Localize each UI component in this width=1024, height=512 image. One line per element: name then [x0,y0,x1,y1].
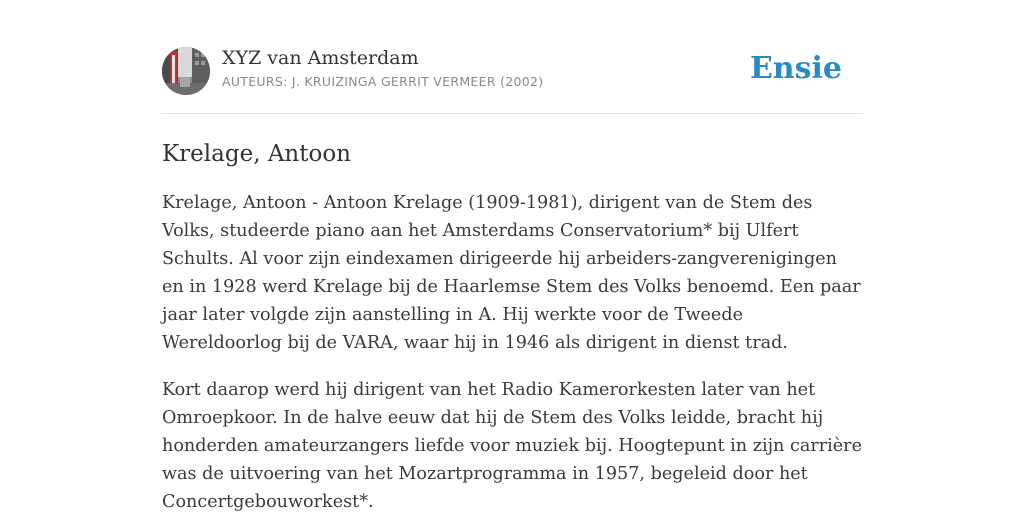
street-photo-icon [162,47,210,95]
source-title[interactable]: XYZ van Amsterdam [222,47,419,69]
article-title: Krelage, Antoon [162,141,351,167]
content-column [162,0,862,512]
source-authors: AUTEURS: J. KRUIZINGA GERRIT VERMEER (2002) [222,74,544,89]
article-paragraph-2: Kort daarop werd hij dirigent van het Radio Kamerorkesten later van het Omroepkoor. In de halve eeuw dat hij de Stem des Volks leidde, bracht hij honderden amateurzangers liefde voor muziek bij. Hoogtepunt in zijn carrière was de uitvoering van het Mozartprogramma in 1957, begeleid door het Concertgebouworkest*. [162,380,863,512]
ensie-logo[interactable]: Ensie [749,51,842,86]
article-paragraph-1: Krelage, Antoon - Antoon Krelage (1909-1981), dirigent van de Stem des Volks, studeerde piano aan het Amsterdams Conservatorium* bij Ulfert Schults. Al voor zijn eindexamen dirigeerde hij arbeiders-zangverenigingen en in 1928 werd Krelage bij de Haarlemse Stem des Volks benoemd. Een paar jaar later volgde zijn aanstelling in A. Hij werkte voor de Tweede Wereldoorlog bij de VARA, waar hij in 1946 als dirigent in dienst trad. [162,193,861,353]
source-avatar[interactable] [162,47,210,95]
source-header [162,0,862,114]
